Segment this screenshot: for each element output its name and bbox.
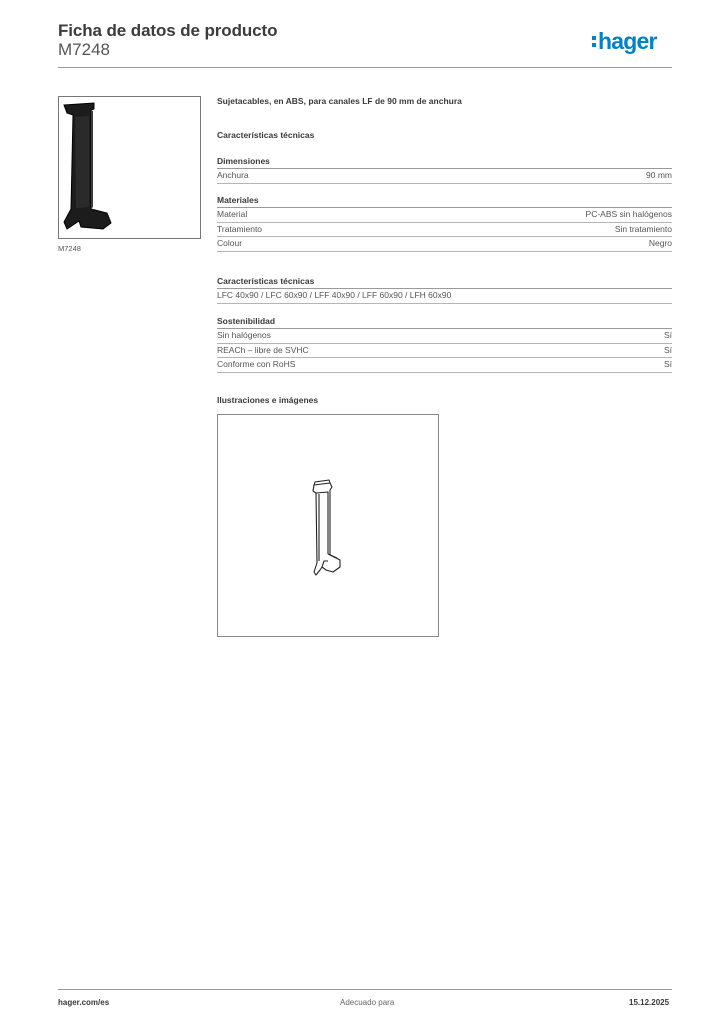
line-drawing-frame (217, 414, 439, 637)
spec-label: Tratamiento (217, 223, 263, 234)
logo-dots-icon (592, 36, 596, 47)
footer-divider (58, 989, 672, 990)
product-photo (58, 96, 201, 239)
product-description: Sujetacables, en ABS, para canales LF de 90 mm de anchura (217, 96, 462, 106)
materials-group (217, 195, 672, 252)
spec-value: Sí (663, 359, 672, 369)
hager-logo[interactable] (592, 27, 657, 55)
footer-date: 15.12.2025 (629, 998, 670, 1007)
spec-row (217, 358, 672, 373)
dimensions-group (217, 156, 672, 184)
spec-label: Anchura (217, 170, 249, 180)
spec-label: Material (217, 209, 248, 219)
cable-holder-drawing-icon (218, 415, 438, 636)
section-heading: Características técnicas (217, 130, 315, 140)
footer-note: Adecuado para (340, 998, 395, 1007)
spec-label: Conforme con RoHS (217, 359, 296, 369)
spec-label: Colour (217, 238, 243, 248)
product-code: M7248 (58, 40, 110, 59)
page-title: Ficha de datos de producto (58, 21, 278, 40)
website-link[interactable]: hager.com/es (58, 998, 110, 1007)
sustainability-group (217, 316, 672, 373)
illustrations-title: Ilustraciones e imágenes (217, 395, 319, 405)
spec-row (217, 237, 672, 252)
spec-row (217, 289, 672, 304)
spec-row (217, 344, 672, 359)
spec-label: Sin halógenos (217, 330, 271, 340)
spec-value: Sí (663, 344, 672, 355)
spec-row (217, 208, 672, 223)
spec-value: Sin tratamiento (614, 223, 672, 234)
spec-row (217, 169, 672, 184)
header-divider (58, 67, 672, 68)
spec-value: 90 mm (646, 170, 672, 180)
logo-wordmark: hager (598, 27, 657, 54)
spec-value: Sí (663, 330, 672, 340)
materials-title: Materiales (217, 195, 672, 208)
spec-label: REACh – libre de SVHC (217, 344, 309, 355)
spec-row (217, 329, 672, 344)
photo-caption: M7248 (58, 244, 81, 253)
spec-label: LFC 40x90 / LFC 60x90 / LFF 40x90 / LFF 60x90 / LFH 60x90 (217, 290, 452, 300)
spec-value: PC-ABS sin halógenos (585, 209, 672, 219)
tech-title: Características técnicas (217, 276, 672, 289)
sustainability-title: Sostenibilidad (217, 316, 672, 329)
spec-row (217, 223, 672, 238)
cable-holder-photo-icon (59, 97, 200, 238)
tech-group (217, 276, 672, 304)
dimensions-title: Dimensiones (217, 156, 672, 169)
spec-value: Negro (648, 238, 672, 248)
